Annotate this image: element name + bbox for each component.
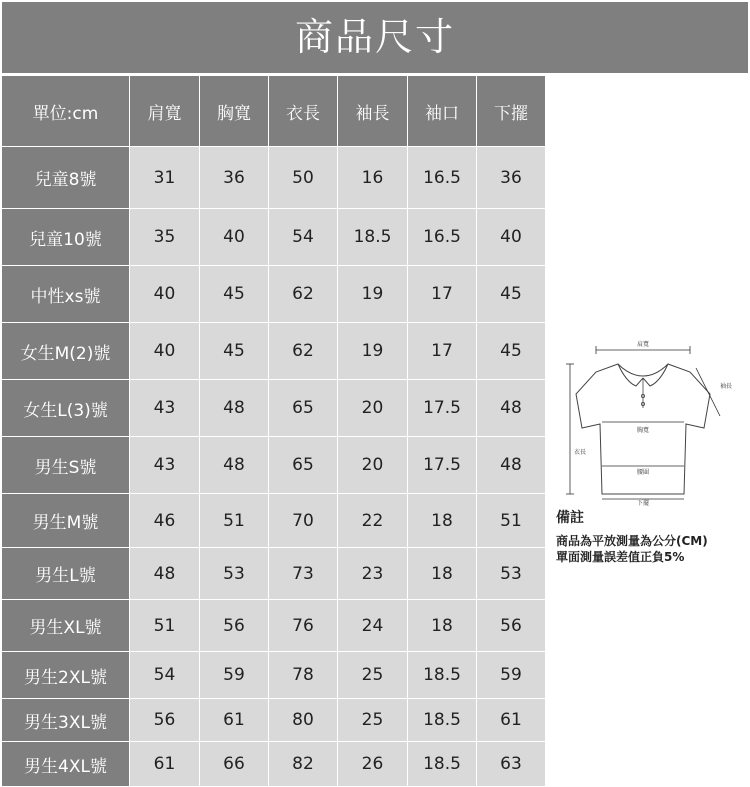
table-row <box>2 652 546 699</box>
table-cell: 18.5 <box>408 699 477 742</box>
table-cell: 48 <box>200 380 269 437</box>
row-label: 女生M(2)號 <box>2 323 130 380</box>
table-cell: 20 <box>338 437 408 494</box>
table-cell: 25 <box>338 699 408 742</box>
hem-label: 下擺 <box>636 500 650 506</box>
shoulder-label: 肩寬 <box>636 341 650 348</box>
waist-label: 腰圍 <box>636 469 650 476</box>
table-cell: 40 <box>130 266 200 323</box>
table-cell: 19 <box>338 266 408 323</box>
table-cell: 40 <box>477 209 546 266</box>
row-label: 男生XL號 <box>2 600 130 652</box>
table-cell: 56 <box>200 600 269 652</box>
table-row <box>2 380 546 437</box>
table-cell: 46 <box>130 494 200 548</box>
table-cell: 45 <box>477 266 546 323</box>
table-cell: 48 <box>477 380 546 437</box>
table-cell: 45 <box>477 323 546 380</box>
unit-label: 單位:cm <box>2 76 130 147</box>
table-row <box>2 742 546 787</box>
col-header-shoulder: 肩寬 <box>130 76 200 147</box>
table-cell: 66 <box>200 742 269 787</box>
table-row <box>2 323 546 380</box>
table-cell: 62 <box>269 266 338 323</box>
table-cell: 43 <box>130 437 200 494</box>
table-cell: 36 <box>477 147 546 209</box>
header-row <box>2 76 546 147</box>
table-cell: 54 <box>130 652 200 699</box>
chest-label: 胸寬 <box>636 427 650 434</box>
table-cell: 65 <box>269 437 338 494</box>
table-cell: 65 <box>269 380 338 437</box>
length-label: 衣長 <box>574 449 587 456</box>
table-cell: 25 <box>338 652 408 699</box>
row-label: 男生2XL號 <box>2 652 130 699</box>
shirt-diagram <box>556 336 746 506</box>
col-header-length: 衣長 <box>269 76 338 147</box>
table-row <box>2 494 546 548</box>
table-cell: 53 <box>200 548 269 600</box>
size-rows <box>2 147 546 787</box>
table-cell: 70 <box>269 494 338 548</box>
col-header-cuff: 袖口 <box>408 76 477 147</box>
table-cell: 18 <box>408 600 477 652</box>
note-line-1: 商品為平放測量為公分(CM) <box>556 534 708 548</box>
table-cell: 18.5 <box>408 742 477 787</box>
table-cell: 17.5 <box>408 380 477 437</box>
table-cell: 62 <box>269 323 338 380</box>
table-cell: 16 <box>338 147 408 209</box>
table-cell: 76 <box>269 600 338 652</box>
table-cell: 18.5 <box>408 652 477 699</box>
table-cell: 31 <box>130 147 200 209</box>
table-cell: 59 <box>477 652 546 699</box>
table-cell: 48 <box>130 548 200 600</box>
table-cell: 43 <box>130 380 200 437</box>
table-cell: 45 <box>200 323 269 380</box>
col-header-hem: 下擺 <box>477 76 546 147</box>
table-cell: 36 <box>200 147 269 209</box>
table-cell: 20 <box>338 380 408 437</box>
table-cell: 56 <box>130 699 200 742</box>
table-cell: 35 <box>130 209 200 266</box>
row-label: 男生S號 <box>2 437 130 494</box>
table-row <box>2 437 546 494</box>
table-cell: 19 <box>338 323 408 380</box>
table-cell: 51 <box>200 494 269 548</box>
table-row <box>2 266 546 323</box>
size-table <box>1 75 546 787</box>
table-cell: 56 <box>477 600 546 652</box>
table-cell: 18 <box>408 548 477 600</box>
row-label: 男生4XL號 <box>2 742 130 787</box>
polo-shirt-icon <box>556 336 746 506</box>
note-box <box>556 507 748 565</box>
table-cell: 63 <box>477 742 546 787</box>
table-cell: 26 <box>338 742 408 787</box>
table-cell: 61 <box>130 742 200 787</box>
table-cell: 16.5 <box>408 147 477 209</box>
table-cell: 22 <box>338 494 408 548</box>
row-label: 兒童10號 <box>2 209 130 266</box>
table-cell: 17 <box>408 323 477 380</box>
row-label: 男生L號 <box>2 548 130 600</box>
table-cell: 54 <box>269 209 338 266</box>
table-cell: 61 <box>200 699 269 742</box>
col-header-chest: 胸寬 <box>200 76 269 147</box>
page-title: 商品尺寸 <box>294 15 455 59</box>
row-label: 兒童8號 <box>2 147 130 209</box>
table-row <box>2 209 546 266</box>
table-cell: 18 <box>408 494 477 548</box>
title-banner <box>2 2 748 73</box>
note-title: 備註 <box>556 510 584 526</box>
table-cell: 59 <box>200 652 269 699</box>
table-cell: 17.5 <box>408 437 477 494</box>
row-label: 男生3XL號 <box>2 699 130 742</box>
table-row <box>2 699 546 742</box>
table-row <box>2 600 546 652</box>
table-cell: 51 <box>130 600 200 652</box>
table-cell: 40 <box>200 209 269 266</box>
note-line-2: 單面測量誤差值正負5% <box>556 550 685 564</box>
table-cell: 23 <box>338 548 408 600</box>
col-header-sleeve: 袖長 <box>338 76 408 147</box>
table-cell: 18.5 <box>338 209 408 266</box>
table-cell: 48 <box>477 437 546 494</box>
table-cell: 50 <box>269 147 338 209</box>
table-cell: 16.5 <box>408 209 477 266</box>
table-cell: 48 <box>200 437 269 494</box>
table-cell: 17 <box>408 266 477 323</box>
row-label: 女生L(3)號 <box>2 380 130 437</box>
table-cell: 40 <box>130 323 200 380</box>
table-cell: 80 <box>269 699 338 742</box>
table-cell: 24 <box>338 600 408 652</box>
table-cell: 45 <box>200 266 269 323</box>
table-cell: 53 <box>477 548 546 600</box>
table-row <box>2 147 546 209</box>
table-cell: 82 <box>269 742 338 787</box>
table-cell: 73 <box>269 548 338 600</box>
row-label: 中性xs號 <box>2 266 130 323</box>
table-row <box>2 548 546 600</box>
table-cell: 78 <box>269 652 338 699</box>
table-cell: 61 <box>477 699 546 742</box>
table-cell: 51 <box>477 494 546 548</box>
row-label: 男生M號 <box>2 494 130 548</box>
sleeve-label: 袖長 <box>720 383 733 390</box>
